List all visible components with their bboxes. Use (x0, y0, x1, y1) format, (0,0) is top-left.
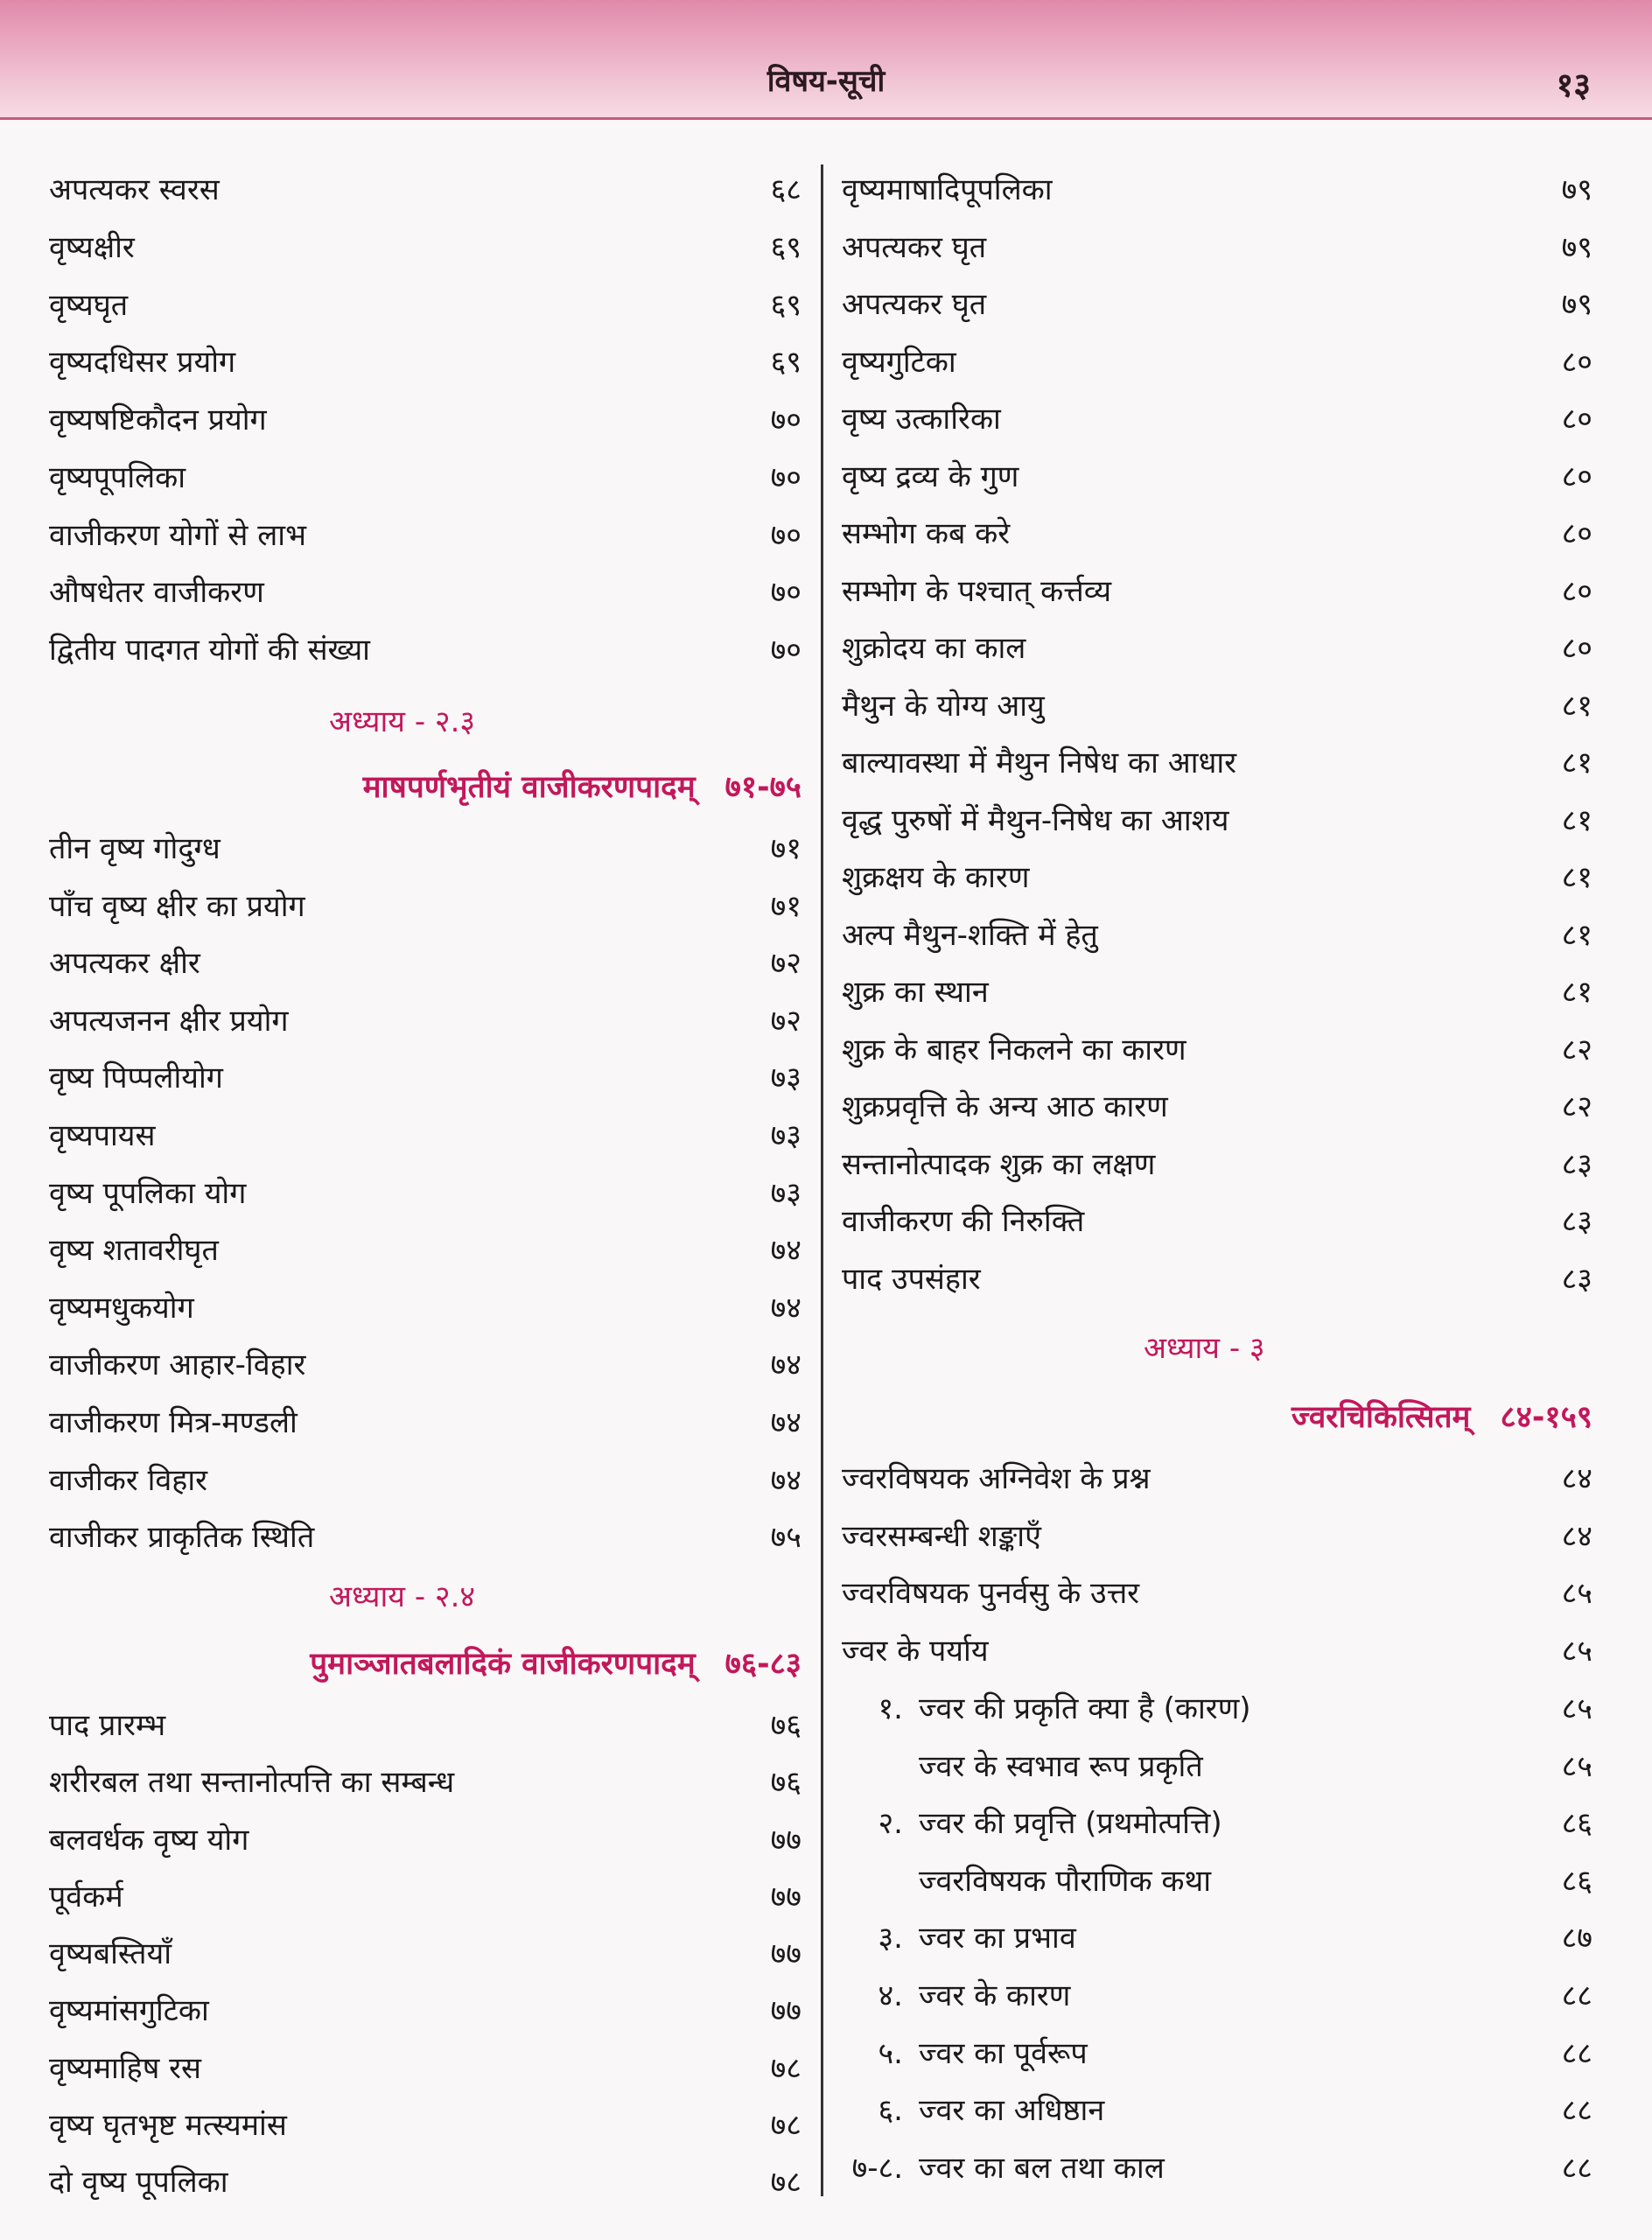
toc-sub-entry (842, 1912, 1592, 1964)
entry-page: ७९ (1561, 229, 1592, 265)
entry-index: ४. (878, 1978, 903, 2013)
entry-page: ८१ (1561, 802, 1592, 838)
entry-title: वृष्यघृत (49, 287, 129, 323)
entry-page: ८२ (1561, 1032, 1592, 1068)
entry-title: तीन वृष्य गोदुग्ध (49, 831, 220, 866)
toc-entry (49, 1756, 802, 1809)
entry-page: ७४ (770, 1290, 802, 1326)
entry-page: ८० (1561, 631, 1592, 666)
toc-sub-entry (842, 1740, 1592, 1793)
toc-entry (842, 1567, 1592, 1620)
entry-title: ज्वर का प्रभाव (919, 1921, 1076, 1956)
entry-page: ७३ (770, 1118, 802, 1153)
entry-page: ७८ (770, 2107, 802, 2143)
entry-page: ८१ (1561, 917, 1592, 953)
entry-title: अपत्यजनन क्षीर प्रयोग (49, 1003, 289, 1039)
entry-page: ७८ (770, 2050, 802, 2086)
entry-title: ज्वर की प्रवृत्ति (प्रथमोत्पत्ति) (919, 1806, 1222, 1842)
entry-title: वृष्य शतावरीघृत (49, 1233, 219, 1269)
entry-title: पाँच वृष्य क्षीर का प्रयोग (49, 888, 305, 924)
column-divider (821, 164, 823, 2196)
sub-entry-text (842, 1740, 1203, 1793)
entry-title: वाजीकरण योगों से लाभ (49, 517, 306, 553)
entry-title: अपत्यकर क्षीर (49, 946, 200, 982)
entry-page: ७७ (770, 1822, 802, 1858)
entry-index (842, 1855, 903, 1908)
entry-page: ७८ (770, 2165, 802, 2200)
entry-page: ८० (1561, 458, 1592, 494)
entry-page: ८१ (1561, 975, 1592, 1010)
toc-entry (842, 393, 1592, 445)
toc-entry (49, 1339, 802, 1391)
entry-title: वृष्यबस्तियाँ (49, 1936, 172, 1971)
chapter-label: अध्याय - ३ (1144, 1331, 1265, 1366)
section-heading (842, 1391, 1592, 1440)
entry-title: बाल्यावस्था में मैथुन निषेध का आधार (842, 746, 1237, 780)
entry-title: शुक्रप्रवृत्ति के अन्य आठ कारण (842, 1089, 1168, 1124)
entry-page: ६९ (770, 345, 802, 381)
toc-entry (49, 1814, 802, 1866)
entry-page: ८० (1561, 516, 1592, 551)
entry-page: ७३ (770, 1175, 802, 1211)
entry-index: ५. (878, 2035, 903, 2071)
entry-page: ७१ (770, 888, 802, 924)
entry-title: अपत्यकर स्वरस (49, 172, 220, 207)
section-range: ७१-७५ (724, 769, 802, 805)
entry-index: १. (878, 1691, 903, 1726)
entry-index (842, 1740, 903, 1793)
entry-title: औषधेतर वाजीकरण (49, 575, 264, 611)
entry-page: ८६ (1561, 1806, 1592, 1842)
entry-page: ८० (1561, 573, 1592, 609)
toc-entry (842, 1452, 1592, 1505)
entry-page: ७४ (770, 1233, 802, 1269)
toc-entry (842, 336, 1592, 388)
entry-title: ज्वरसम्बन्धी शङ्काएँ (842, 1518, 1041, 1554)
sub-entry-text (842, 1912, 1076, 1964)
toc-entry (49, 509, 802, 562)
entry-page: ६८ (770, 172, 802, 207)
toc-entry (49, 1928, 802, 1980)
entry-page: ८२ (1561, 1089, 1592, 1124)
chapter-label: अध्याय - २.४ (329, 1579, 476, 1614)
toc-sub-entry (842, 2142, 1592, 2194)
entry-title: शरीरबल तथा सन्तानोत्पत्ति का सम्बन्ध (49, 1765, 455, 1801)
toc-entry (49, 1282, 802, 1334)
entry-title: वृष्य घृतभृष्ट मत्स्यमांस (49, 2107, 287, 2143)
entry-page: ८३ (1561, 1146, 1592, 1182)
entry-page: ८३ (1561, 1261, 1592, 1297)
entry-page: ८७ (1561, 1921, 1592, 1956)
entry-page: ८८ (1561, 1978, 1592, 2013)
entry-page: ८१ (1561, 746, 1592, 780)
section-heading (49, 761, 802, 810)
entry-page: ७६ (770, 1765, 802, 1801)
entry-title: वृष्यमाषादिपूपलिका (842, 172, 1053, 207)
sub-entry-text (842, 2027, 1088, 2080)
entry-page: ८१ (1561, 860, 1592, 895)
entry-title: वाजीकरण की निरुक्ति (842, 1204, 1085, 1239)
entry-title: सन्तानोत्पादक शुक्र का लक्षण (842, 1146, 1156, 1182)
entry-title: वृष्यमांसगुटिका (49, 1993, 209, 2029)
toc-entry (842, 565, 1592, 618)
entry-page: ८५ (1561, 1748, 1592, 1784)
entry-title: वाजीकरण आहार-विहार (49, 1348, 306, 1383)
entry-title: वृष्य उत्कारिका (842, 402, 1001, 437)
toc-entry (842, 1024, 1592, 1076)
toc-entry (842, 1138, 1592, 1191)
entry-page: ७० (770, 517, 802, 553)
entry-title: पाद प्रारम्भ (49, 1708, 166, 1743)
entry-page: ७६ (770, 1708, 802, 1743)
section-title: माषपर्णभृतीयं वाजीकरणपादम् (362, 769, 696, 805)
entry-page: ८३ (1561, 1204, 1592, 1239)
entry-page: ८४ (1561, 1461, 1592, 1496)
toc-entry (49, 1699, 802, 1752)
entry-page: ७४ (770, 1462, 802, 1498)
entry-page: ७० (770, 575, 802, 611)
toc-entry (49, 1167, 802, 1220)
toc-entry (842, 794, 1592, 847)
toc-entry (842, 164, 1592, 216)
toc-entry (842, 508, 1592, 560)
entry-page: ७४ (770, 1348, 802, 1383)
toc-sub-entry (842, 2027, 1592, 2080)
toc-entry (842, 278, 1592, 331)
section-range: ८४-१५९ (1500, 1399, 1592, 1435)
entry-title: सम्भोग के पश्चात् कर्त्तव्य (842, 573, 1112, 609)
entry-page: ७९ (1561, 287, 1592, 322)
entry-title: वृष्य पिप्पलीयोग (49, 1060, 223, 1096)
toc-entry (49, 1052, 802, 1104)
entry-page: ७७ (770, 1936, 802, 1971)
entry-title: वृष्यदधिसर प्रयोग (49, 345, 236, 381)
entry-page: ८८ (1561, 2150, 1592, 2186)
toc-entry (842, 1081, 1592, 1133)
section-title: पुमाञ्जातबलादिकं वाजीकरणपादम् (310, 1646, 696, 1682)
entry-title: वृष्य पूपलिका योग (49, 1175, 247, 1211)
entry-title: ज्वर का बल तथा काल (919, 2150, 1165, 2186)
entry-index: २. (878, 1806, 903, 1842)
entry-title: वृष्यपूपलिका (49, 459, 186, 495)
entry-title: सम्भोग कब करे (842, 516, 1011, 551)
toc-sub-entry (842, 1683, 1592, 1735)
toc-sub-entry (842, 1797, 1592, 1850)
entry-index: ७-८. (851, 2150, 903, 2186)
toc-entry (49, 2099, 802, 2152)
entry-page: ८५ (1561, 1634, 1592, 1670)
toc-entry (49, 1984, 802, 2037)
toc-entry (842, 1625, 1592, 1677)
entry-page: ७७ (770, 1993, 802, 2029)
toc-entry (842, 680, 1592, 732)
entry-title: ज्वर के पर्याय (842, 1634, 989, 1670)
page-number: १३ (1556, 66, 1591, 104)
page-title: विषय-सूची (766, 64, 886, 99)
entry-page: ६९ (770, 229, 802, 265)
toc-entry (842, 1253, 1592, 1306)
entry-page: ७० (770, 633, 802, 668)
entry-title: शुक्रोदय का काल (842, 631, 1026, 666)
toc-entry (49, 394, 802, 446)
entry-title: बलवर्धक वृष्य योग (49, 1822, 249, 1858)
entry-page: ६९ (770, 287, 802, 323)
toc-entry (49, 1396, 802, 1449)
entry-page: ८५ (1561, 1691, 1592, 1726)
entry-page: ८८ (1561, 2093, 1592, 2129)
toc-entry (49, 1511, 802, 1564)
entry-title: ज्वर के कारण (919, 1978, 1071, 2013)
entry-page: ७२ (770, 1003, 802, 1039)
toc-entry (49, 995, 802, 1047)
toc-entry (49, 164, 802, 216)
toc-entry (49, 937, 802, 990)
entry-title: दो वृष्य पूपलिका (49, 2165, 228, 2200)
page-header (0, 0, 1652, 120)
toc-entry (49, 221, 802, 274)
entry-page: ८६ (1561, 1863, 1592, 1899)
entry-page: ७५ (770, 1520, 802, 1556)
entry-title: शुक्र के बाहर निकलने का कारण (842, 1032, 1186, 1068)
entry-page: ८० (1561, 402, 1592, 437)
entry-title: ज्वरविषयक पुनर्वसु के उत्तर (842, 1576, 1140, 1612)
toc-entry (49, 624, 802, 676)
toc-entry (49, 880, 802, 933)
sub-entry-text (842, 1855, 1211, 1908)
entry-title: अपत्यकर घृत (842, 287, 987, 322)
toc-sub-entry (842, 2084, 1592, 2137)
entry-page: ७० (770, 459, 802, 495)
entry-title: ज्वर की प्रकृति क्या है (कारण) (919, 1691, 1251, 1726)
sub-entry-text (842, 1970, 1070, 2022)
entry-page: ७९ (1561, 172, 1592, 207)
toc-sub-entry (842, 1970, 1592, 2022)
toc-entry (49, 1871, 802, 1923)
entry-title: ज्वरविषयक पौराणिक कथा (919, 1863, 1212, 1899)
entry-title: ज्वर का पूर्वरूप (919, 2035, 1088, 2071)
entry-index: ३. (878, 1921, 903, 1956)
entry-page: ७३ (770, 1060, 802, 1096)
entry-page: ७१ (770, 831, 802, 866)
entry-page: ८१ (1561, 688, 1592, 724)
entry-title: वाजीकर विहार (49, 1462, 208, 1498)
toc-entry (842, 737, 1592, 789)
entry-title: मैथुन के योग्य आयु (842, 688, 1045, 724)
section-range: ७६-८३ (724, 1646, 802, 1682)
toc-entry (49, 822, 802, 875)
entry-title: अपत्यकर घृत (842, 229, 987, 265)
entry-title: वृष्यपायस (49, 1118, 156, 1153)
entry-title: ज्वर का अधिष्ठान (919, 2093, 1105, 2129)
toc-entry (842, 1510, 1592, 1563)
sub-entry-text (842, 1683, 1251, 1735)
toc-entry (49, 2156, 802, 2208)
entry-page: ८० (1561, 344, 1592, 380)
entry-title: वृष्यषष्टिकौदन प्रयोग (49, 402, 267, 438)
sub-entry-text (842, 2084, 1104, 2137)
entry-title: वाजीकरण मित्र-मण्डली (49, 1405, 298, 1440)
sub-entry-text (842, 1797, 1222, 1850)
section-heading (49, 1638, 802, 1687)
toc-entry (842, 966, 1592, 1018)
toc-entry (49, 2042, 802, 2095)
entry-title: पाद उपसंहार (842, 1261, 981, 1297)
entry-page: ८८ (1561, 2035, 1592, 2071)
toc-entry (49, 1454, 802, 1507)
toc-entry (49, 452, 802, 504)
toc-entry (49, 566, 802, 619)
entry-page: ७४ (770, 1405, 802, 1440)
entry-title: ज्वरविषयक अग्निवेश के प्रश्न (842, 1461, 1151, 1496)
toc-entry (49, 1110, 802, 1162)
section-title: ज्वरचिकित्सितम् (1291, 1399, 1471, 1435)
chapter-label: अध्याय - २.३ (329, 704, 476, 739)
entry-title: शुक्र का स्थान (842, 975, 989, 1010)
toc-entry (842, 851, 1592, 904)
entry-index: ६. (878, 2093, 903, 2129)
toc-entry (842, 1195, 1592, 1248)
entry-title: वृष्यमाहिष रस (49, 2050, 202, 2086)
entry-title: वृद्ध पुरुषों में मैथुन-निषेध का आशय (842, 802, 1229, 838)
entry-page: ७० (770, 402, 802, 438)
entry-title: वृष्यगुटिका (842, 344, 956, 380)
entry-title: वृष्यक्षीर (49, 229, 135, 265)
toc-entry (842, 221, 1592, 274)
entry-page: ८५ (1561, 1576, 1592, 1612)
toc-sub-entry (842, 1855, 1592, 1908)
entry-page: ७७ (770, 1879, 802, 1914)
toc-entry (842, 622, 1592, 675)
toc-entry (49, 1224, 802, 1277)
entry-title: वाजीकर प्राकृतिक स्थिति (49, 1520, 315, 1556)
toc-entry (49, 279, 802, 332)
entry-title: पूर्वकर्म (49, 1879, 123, 1914)
toc-entry (49, 336, 802, 388)
entry-title: वृष्य द्रव्य के गुण (842, 458, 1019, 494)
entry-title: शुक्रक्षय के कारण (842, 860, 1030, 895)
entry-title: वृष्यमधुकयोग (49, 1290, 194, 1326)
entry-title: द्वितीय पादगत योगों की संख्या (49, 633, 370, 668)
entry-title: अल्प मैथुन-शक्ति में हेतु (842, 917, 1098, 953)
entry-page: ८४ (1561, 1518, 1592, 1554)
entry-title: ज्वर के स्वभाव रूप प्रकृति (919, 1748, 1203, 1784)
sub-entry-text (842, 2142, 1165, 2194)
toc-entry (842, 909, 1592, 962)
entry-page: ७२ (770, 946, 802, 982)
toc-entry (842, 451, 1592, 503)
